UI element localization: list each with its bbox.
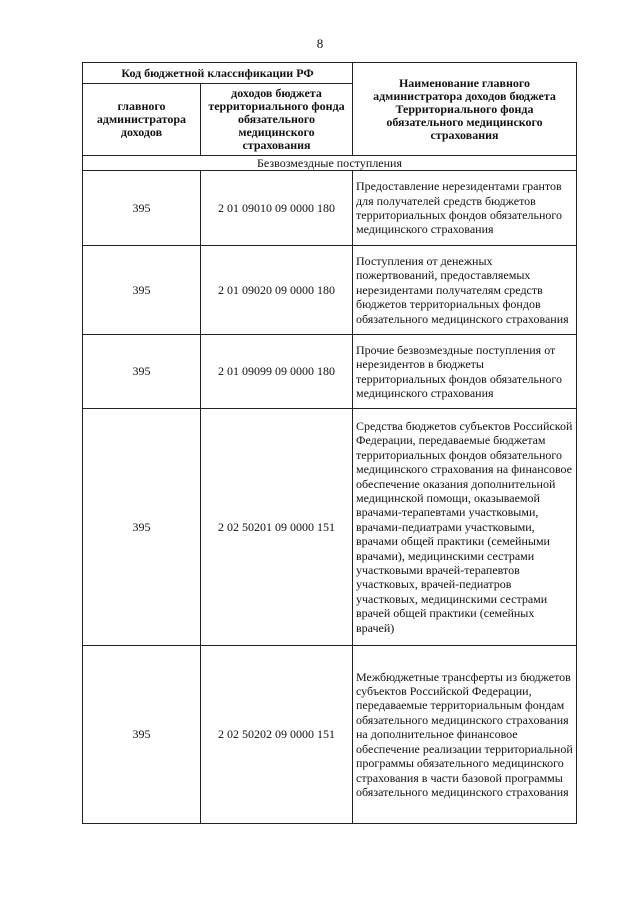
table-row bbox=[83, 246, 577, 335]
table-row bbox=[83, 409, 577, 646]
header-classification-group: Код бюджетной классификации РФ bbox=[83, 63, 353, 84]
income-code-cell: 2 02 50201 09 0000 151 bbox=[201, 409, 353, 646]
income-name-cell: Предоставление нерезидентами грантов для получателей средств бюджетов территориальных фондов обязательного медицинского страхования bbox=[353, 171, 577, 246]
income-name-cell: Межбюджетные трансферты из бюджетов субъектов Российской Федерации, передаваемые территориальным фондам обязательного медицинского страхования на дополнительное финансовое обеспечение реализации территориальной программы обязательного медицинского страхования в части базовой программы обязательного медицинского страхования bbox=[353, 646, 577, 824]
table-row bbox=[83, 171, 577, 246]
income-name-cell: Поступления от денежных пожертвований, предоставляемых нерезидентами получателям средств бюджетов территориальных фондов обязательного медицинского страхования bbox=[353, 246, 577, 335]
budget-classification-table bbox=[82, 62, 577, 824]
income-code-cell: 2 01 09099 09 0000 180 bbox=[201, 335, 353, 409]
header-admin-column: главного администратора доходов bbox=[83, 84, 201, 156]
table-row bbox=[83, 335, 577, 409]
admin-code-cell: 395 bbox=[83, 646, 201, 824]
income-code-cell: 2 02 50202 09 0000 151 bbox=[201, 646, 353, 824]
table-row bbox=[83, 646, 577, 824]
admin-code-cell: 395 bbox=[83, 171, 201, 246]
income-name-cell: Средства бюджетов субъектов Российской Федерации, передаваемые бюджетам территориальных фондов обязательного медицинского страхования на финансовое обеспечение оказания дополнительной медицинской помощи, оказываемой врачами-терапевтами участковыми, врачами-педиатрами участковыми, врачами общей практики (семейными врачами), медицинскими сестрами участковыми врачей-терапевтов участковых, врачей-педиатров участковых, медицинскими сестрами врачей общей практики (семейных врачей) bbox=[353, 409, 577, 646]
income-code-cell: 2 01 09020 09 0000 180 bbox=[201, 246, 353, 335]
income-code-cell: 2 01 09010 09 0000 180 bbox=[201, 171, 353, 246]
section-title: Безвозмездные поступления bbox=[83, 156, 577, 171]
admin-code-cell: 395 bbox=[83, 335, 201, 409]
admin-code-cell: 395 bbox=[83, 409, 201, 646]
page-number: 8 bbox=[316, 36, 324, 51]
income-name-cell: Прочие безвозмездные поступления от нерезидентов в бюджеты территориальных фондов обязательного медицинского страхования bbox=[353, 335, 577, 409]
header-name-column: Наименование главного администратора доходов бюджета Территориального фонда обязательного медицинского страхования bbox=[353, 63, 577, 156]
admin-code-cell: 395 bbox=[83, 246, 201, 335]
header-income-column: доходов бюджета территориального фонда обязательного медицинского страхования bbox=[201, 84, 353, 156]
